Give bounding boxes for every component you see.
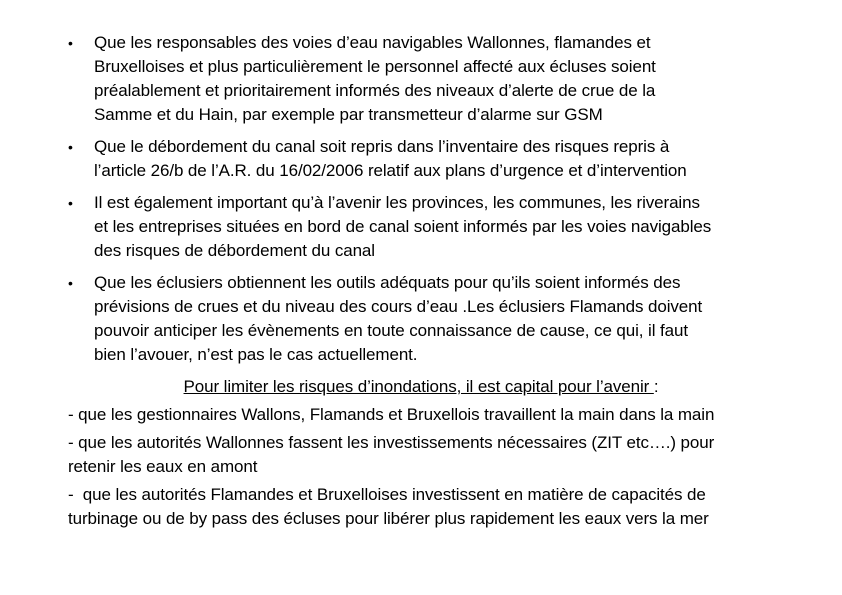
bullet-item bbox=[68, 191, 774, 263]
section-heading bbox=[68, 375, 774, 399]
text-line: - que les autorités Wallonnes fassent les investissements nécessaires (ZIT etc….) pour bbox=[68, 433, 715, 452]
bullet-text bbox=[94, 271, 774, 367]
paragraph bbox=[68, 403, 774, 427]
text-line: Que les éclusiers obtiennent les outils adéquats pour qu’ils soient informés des bbox=[94, 273, 681, 292]
paragraph bbox=[68, 483, 774, 531]
text-line: des risques de débordement du canal bbox=[94, 241, 375, 260]
paragraph bbox=[68, 431, 774, 479]
text-line: retenir les eaux en amont bbox=[68, 457, 258, 476]
bullet-text bbox=[94, 135, 774, 183]
bullet-marker: • bbox=[68, 195, 73, 211]
bullet-marker: • bbox=[68, 275, 73, 291]
text-line: Bruxelloises et plus particulièrement le personnel affecté aux écluses soient bbox=[94, 57, 656, 76]
text-line: - que les gestionnaires Wallons, Flamands et Bruxellois travaillent la main dans la main bbox=[68, 405, 715, 424]
text-line: turbinage ou de by pass des écluses pour libérer plus rapidement les eaux vers la mer bbox=[68, 509, 709, 528]
text-line: prévisions de crues et du niveau des cours d’eau .Les éclusiers Flamands doivent bbox=[94, 297, 703, 316]
text-line: Samme et du Hain, par exemple par transmetteur d’alarme sur GSM bbox=[94, 105, 603, 124]
content-text-block bbox=[68, 31, 774, 531]
bullet-item bbox=[68, 271, 774, 367]
bullet-item bbox=[68, 135, 774, 183]
text-line: Que le débordement du canal soit repris dans l’inventaire des risques repris à bbox=[94, 137, 670, 156]
bullet-text bbox=[94, 31, 774, 127]
text-line: - que les autorités Flamandes et Bruxelloises investissent en matière de capacités de bbox=[68, 485, 706, 504]
bullet-text bbox=[94, 191, 774, 263]
heading-colon: : bbox=[653, 377, 659, 396]
text-line: et les entreprises situées en bord de canal soient informés par les voies navigables bbox=[94, 217, 712, 236]
text-line: Il est également important qu’à l’avenir les provinces, les communes, les riverains bbox=[94, 193, 700, 212]
text-line: Que les responsables des voies d’eau navigables Wallonnes, flamandes et bbox=[94, 33, 651, 52]
text-line: préalablement et prioritairement informés des niveaux d’alerte de crue de la bbox=[94, 81, 656, 100]
heading-underlined-text: Pour limiter les risques d’inondations, il est capital pour l’avenir bbox=[183, 377, 654, 396]
bullet-item bbox=[68, 31, 774, 127]
text-line: l’article 26/b de l’A.R. du 16/02/2006 relatif aux plans d’urgence et d’intervention bbox=[94, 161, 687, 180]
bullet-marker: • bbox=[68, 139, 73, 155]
text-line: pouvoir anticiper les évènements en toute connaissance de cause, ce qui, il faut bbox=[94, 321, 688, 340]
bullet-marker: • bbox=[68, 35, 73, 51]
text-line: bien l’avouer, n’est pas le cas actuellement. bbox=[94, 345, 418, 364]
